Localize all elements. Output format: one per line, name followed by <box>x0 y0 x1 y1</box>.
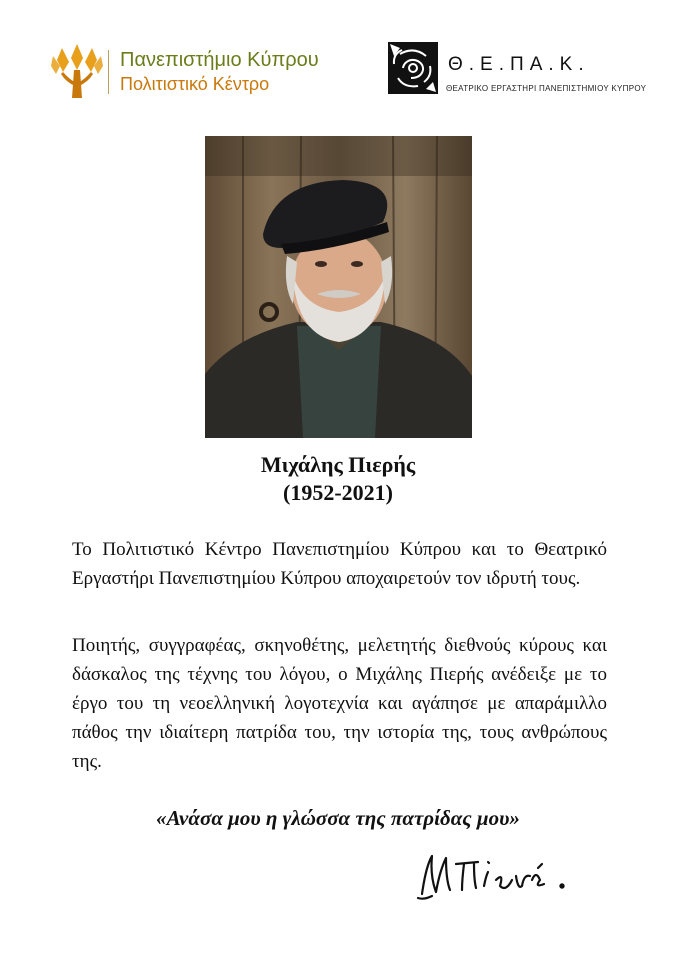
logo-divider <box>108 50 109 94</box>
person-name: Μιχάλης Πιερής <box>260 452 416 477</box>
header <box>0 36 676 106</box>
ucy-name-line2: Πολιτιστικό Κέντρο <box>120 74 270 94</box>
ucy-name-line1: Πανεπιστήμιο Κύπρου <box>120 49 319 71</box>
thepak-logo-icon <box>388 42 438 94</box>
portrait-photo <box>205 136 472 438</box>
ucy-name <box>120 48 319 96</box>
farewell-paragraph: Το Πολιτιστικό Κέντρο Πανεπιστημίου Κύπρου και το Θεατρικό Εργαστήρι Πανεπιστημίου Κύπρου αποχαιρετούν τον ιδρυτή τους. <box>72 539 607 589</box>
ucy-tree-logo-icon <box>50 40 104 100</box>
thepak-subtitle: ΘΕΑΤΡΙΚΟ ΕΡΓΑΣΤΗΡΙ ΠΑΝΕΠΙΣΤΗΜΙΟΥ ΚΥΠΡΟΥ <box>446 84 647 93</box>
quote: «Ανάσα μου η γλώσσα της πατρίδας μου» <box>156 806 520 830</box>
thepak-title: Θ.Ε.ΠΑ.Κ. <box>448 54 590 75</box>
person-years: (1952-2021) <box>283 480 393 505</box>
signature-icon <box>412 846 582 906</box>
tribute-paragraph: Ποιητής, συγγραφέας, σκηνοθέτης, μελετητής διεθνούς κύρους και δάσκαλος της τέχνης του λόγου, ο Μιχάλης Πιερής ανέδειξε με το έργο του τη νεοελληνική λογοτεχνία και αγάπησε με απαράμιλλο πάθος την ιδιαίτερη πατρίδα του, την ιστορία της, τους ανθρώπους της. <box>72 635 607 772</box>
